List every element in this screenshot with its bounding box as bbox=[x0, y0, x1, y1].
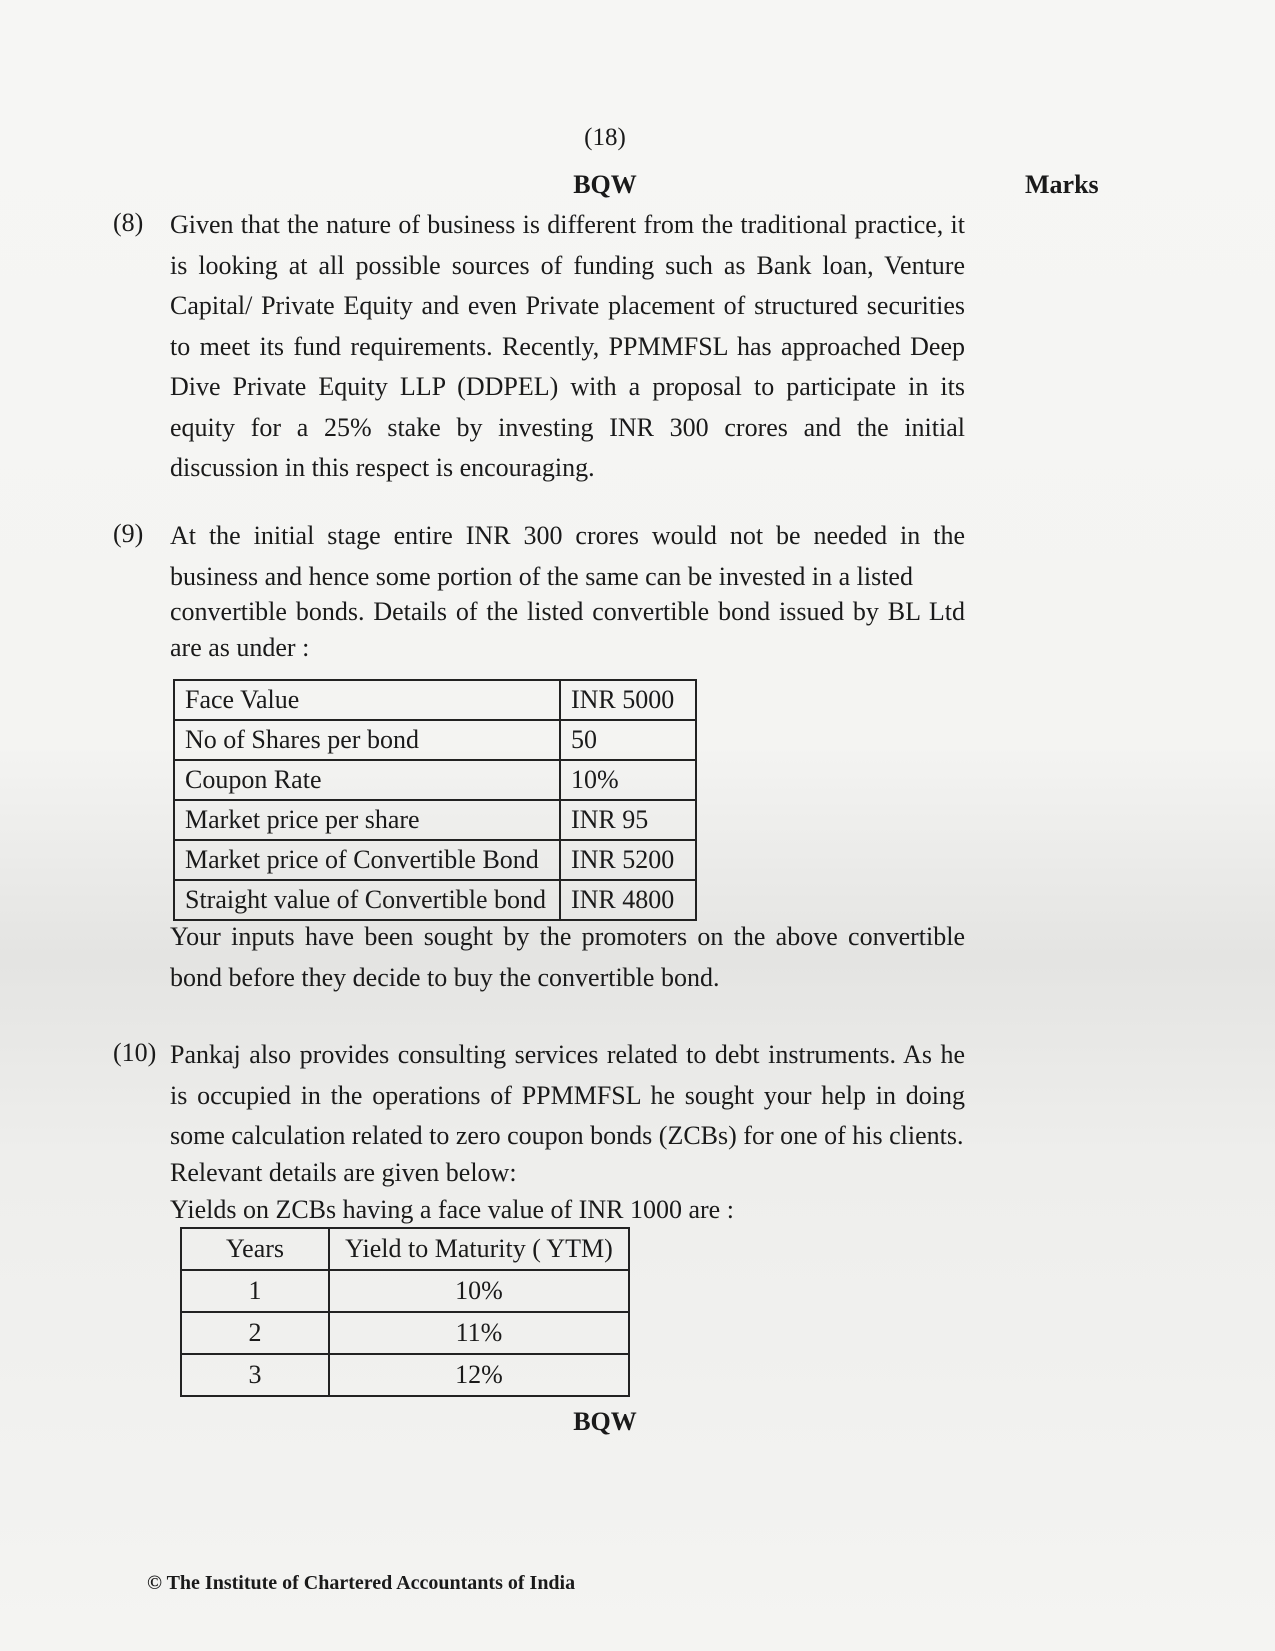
question-9-text-a: At the initial stage entire INR 300 crores would not be needed in the business and hence some portion of the same can be invested in a listed bbox=[170, 521, 965, 591]
question-9-text-b: convertible bonds. Details of the listed convertible bond issued by BL Ltd are as under : bbox=[170, 597, 965, 662]
bond-value-face-value: INR 5000 bbox=[560, 680, 696, 720]
table-row bbox=[174, 880, 696, 920]
table-row bbox=[174, 800, 696, 840]
bond-value-market-price-bond: INR 5200 bbox=[560, 840, 696, 880]
question-10-line2: Relevant details are given below: bbox=[170, 1158, 517, 1187]
question-10-line3: Yields on ZCBs having a face value of INR 1000 are : bbox=[170, 1195, 734, 1224]
bond-value-straight-value: INR 4800 bbox=[560, 880, 696, 920]
table-row bbox=[181, 1354, 629, 1396]
convertible-bond-table-wrap bbox=[173, 679, 697, 921]
ytm-yield-cell: 10% bbox=[329, 1270, 629, 1312]
ytm-years-cell: 1 bbox=[181, 1270, 329, 1312]
bond-label-shares-per-bond: No of Shares per bond bbox=[174, 720, 560, 760]
bond-label-face-value: Face Value bbox=[174, 680, 560, 720]
marks-label: Marks bbox=[1025, 170, 1099, 199]
ytm-years-cell: 3 bbox=[181, 1354, 329, 1396]
ytm-yield-cell: 11% bbox=[329, 1312, 629, 1354]
question-10-number: (10) bbox=[113, 1038, 157, 1067]
question-8-text: Given that the nature of business is different from the traditional practice, it is looking at all possible sources of funding such as Bank loan, Venture Capital/ Private Equity and even Private placement of structured securities to meet its fund requirements. Recently, PPMMFSL has approached Deep Dive Private Equity LLP (DDPEL) with a proposal to participate in its equity for a 25% stake by investing INR 300 crores and the initial discussion in this respect is encouraging. bbox=[170, 210, 965, 482]
ytm-header-years: Years bbox=[181, 1228, 329, 1270]
ytm-header-yield: Yield to Maturity ( YTM) bbox=[329, 1228, 629, 1270]
bond-value-coupon-rate: 10% bbox=[560, 760, 696, 800]
bond-value-shares-per-bond: 50 bbox=[560, 720, 696, 760]
footer-code: BQW bbox=[573, 1407, 637, 1436]
table-row bbox=[174, 840, 696, 880]
zcb-yield-table bbox=[180, 1227, 630, 1397]
question-10-text: Pankaj also provides consulting services related to debt instruments. As he is occupied in the operations of PPMMFSL he sought your help in doing some calculation related to zero coupon bonds (ZCBs) for one of his clients. bbox=[170, 1040, 965, 1150]
table-row bbox=[181, 1270, 629, 1312]
question-9-closing: Your inputs have been sought by the promoters on the above convertible bond before they decide to buy the convertible bond. bbox=[170, 922, 965, 992]
copyright-footer: © The Institute of Chartered Accountants of India bbox=[147, 1572, 576, 1594]
table-row bbox=[181, 1312, 629, 1354]
page-number: (18) bbox=[584, 124, 626, 151]
convertible-bond-table bbox=[173, 679, 697, 921]
ytm-years-cell: 2 bbox=[181, 1312, 329, 1354]
question-9-number: (9) bbox=[113, 519, 144, 548]
zcb-yield-table-wrap bbox=[180, 1227, 630, 1397]
bond-label-straight-value: Straight value of Convertible bond bbox=[174, 880, 560, 920]
table-row bbox=[174, 680, 696, 720]
bond-label-coupon-rate: Coupon Rate bbox=[174, 760, 560, 800]
table-header-row bbox=[181, 1228, 629, 1270]
table-row bbox=[174, 720, 696, 760]
ytm-yield-cell: 12% bbox=[329, 1354, 629, 1396]
question-8-number: (8) bbox=[113, 208, 144, 237]
header-code: BQW bbox=[573, 170, 637, 199]
bond-value-market-price-share: INR 95 bbox=[560, 800, 696, 840]
table-row bbox=[174, 760, 696, 800]
bond-label-market-price-share: Market price per share bbox=[174, 800, 560, 840]
bond-label-market-price-bond: Market price of Convertible Bond bbox=[174, 840, 560, 880]
